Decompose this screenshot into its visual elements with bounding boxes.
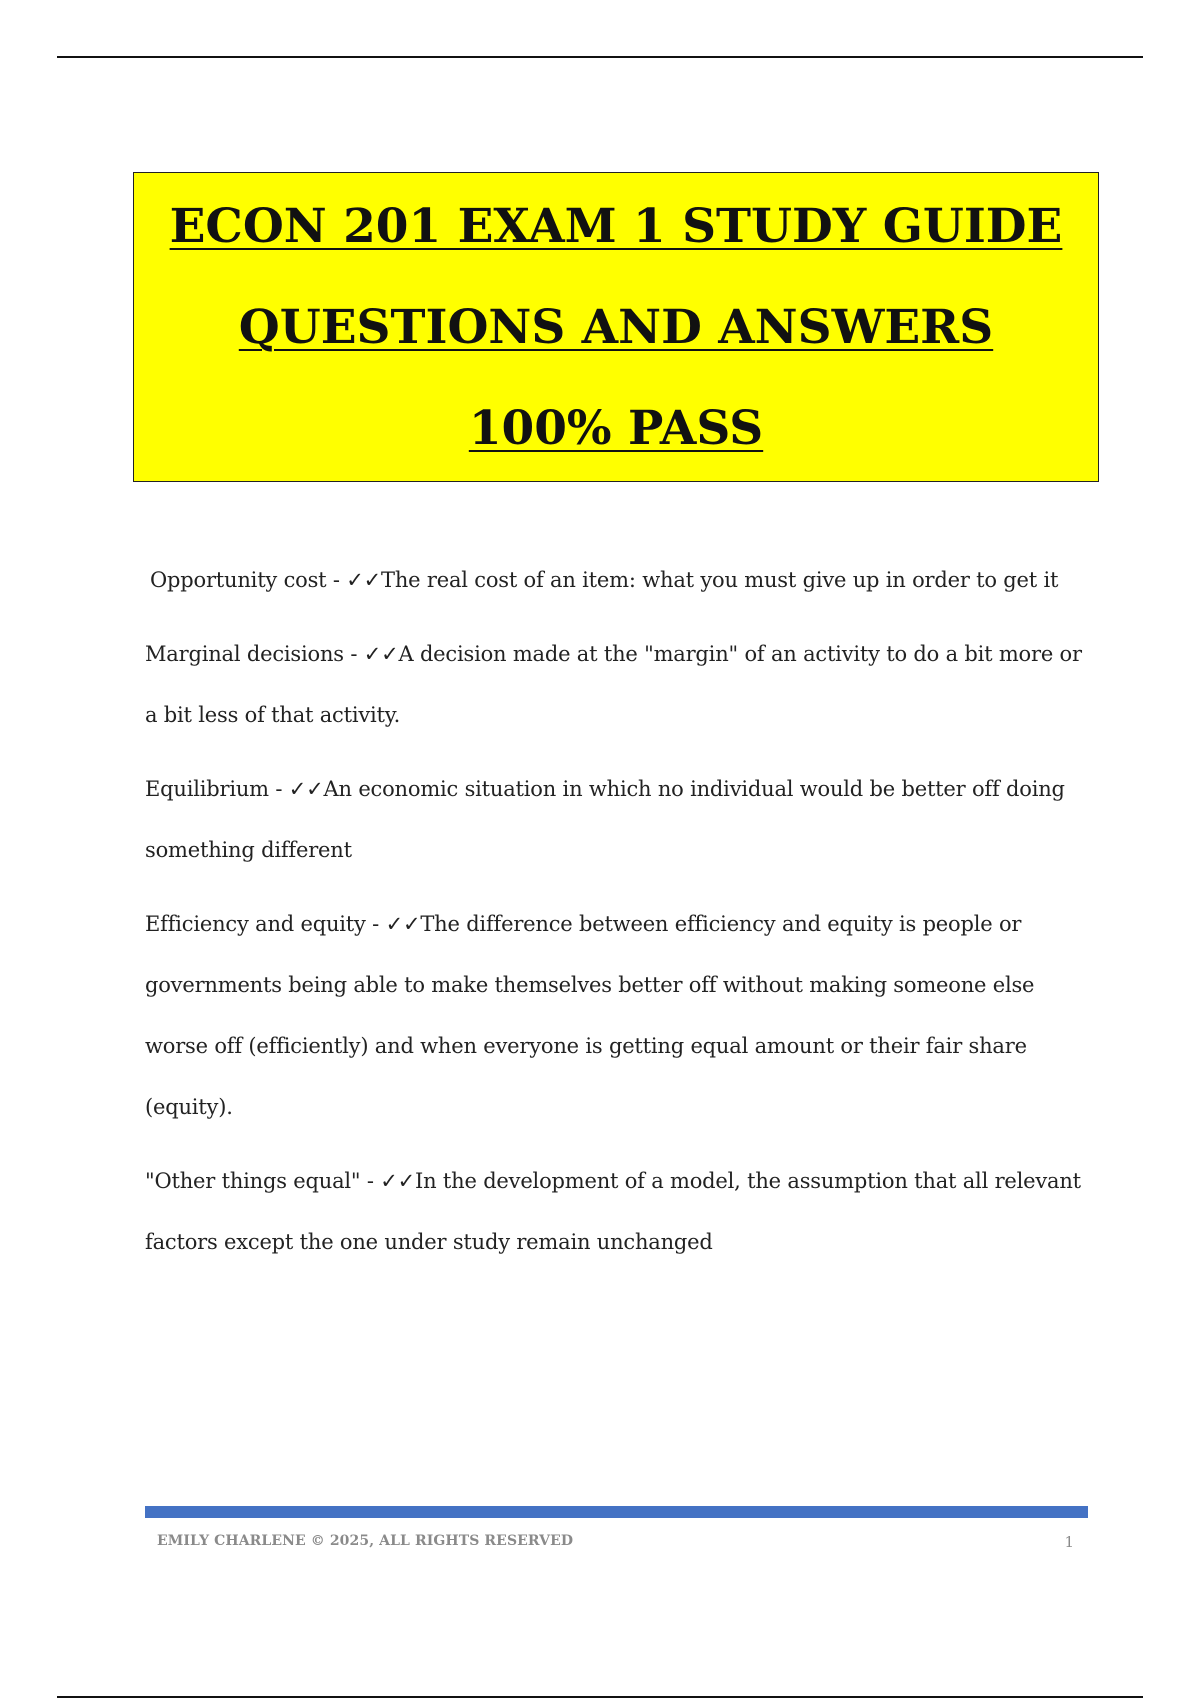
double-check-icon: ✓✓ [346, 568, 382, 592]
double-check-icon: ✓✓ [380, 1169, 416, 1193]
qa-entry-efficiency-equity [145, 894, 1095, 1138]
qa-entry-opportunity-cost [150, 550, 1095, 611]
title-line-1: ECON 201 EXAM 1 STUDY GUIDE [169, 199, 1063, 254]
definition: The real cost of an item: what you must give up in order to get it [381, 568, 1059, 592]
qa-entry-other-things-equal [145, 1151, 1095, 1273]
separator: - [326, 568, 347, 592]
double-check-icon: ✓✓ [288, 777, 324, 801]
title-line-3: 100% PASS [468, 401, 764, 456]
term: "Other things equal" [145, 1169, 361, 1193]
definition: In the development of a model, the assumption that all relevant factors except the one under study remain unchanged [145, 1169, 1081, 1254]
bottom-rule [57, 1696, 1143, 1698]
definition: A decision made at the "margin" of an activity to do a bit more or a bit less of that activity. [145, 642, 1082, 727]
title-line-2: QUESTIONS AND ANSWERS [238, 300, 994, 355]
separator: - [365, 912, 386, 936]
double-check-icon: ✓✓ [385, 912, 421, 936]
page-number: 1 [1064, 1533, 1074, 1551]
double-check-icon: ✓✓ [363, 642, 399, 666]
qa-entry-marginal-decisions [145, 624, 1095, 746]
separator: - [360, 1169, 381, 1193]
definition: An economic situation in which no individual would be better off doing something different [145, 777, 1065, 862]
definition: The difference between efficiency and equity is people or governments being able to make themselves better off without making someone else worse off (efficiently) and when everyone is getting equal amount or their fair share (equity). [145, 912, 1035, 1119]
term: Equilibrium [145, 777, 269, 801]
top-rule [57, 56, 1143, 58]
qa-entry-equilibrium [145, 759, 1095, 881]
separator: - [268, 777, 289, 801]
term: Efficiency and equity [145, 912, 366, 936]
qa-list [145, 550, 1095, 1286]
footer-copyright: EMILY CHARLENE © 2025, ALL RIGHTS RESERVED [157, 1533, 574, 1549]
separator: - [343, 642, 364, 666]
term: Opportunity cost [150, 568, 327, 592]
term: Marginal decisions [145, 642, 344, 666]
footer-bar [145, 1506, 1088, 1518]
title-box [133, 172, 1099, 482]
